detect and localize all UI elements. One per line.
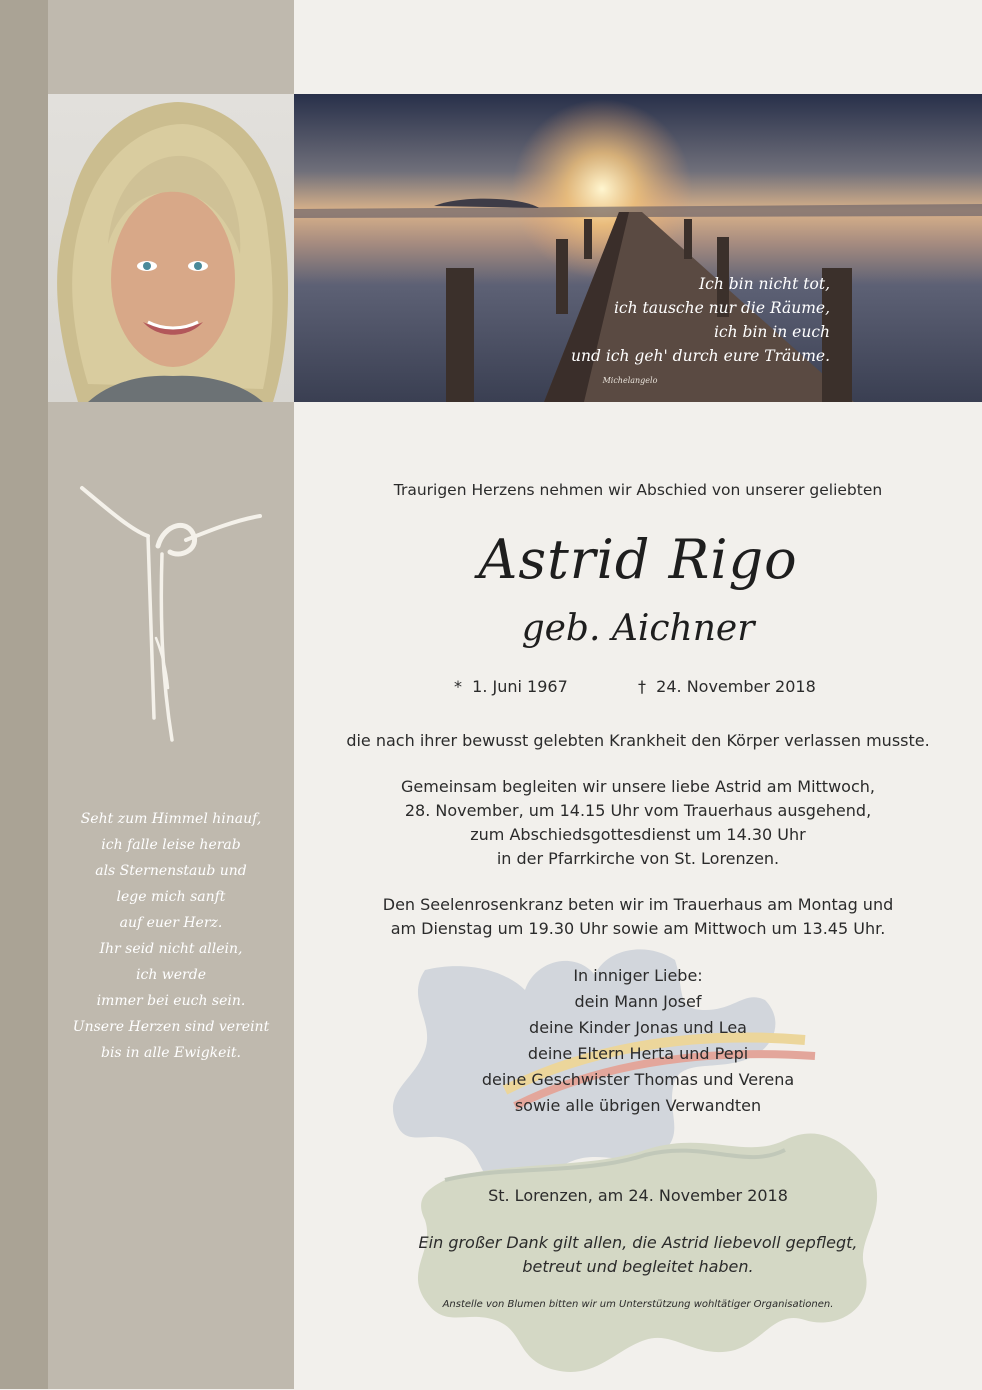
- mourner-line: deine Kinder Jonas und Lea: [529, 1018, 747, 1037]
- life-dates: [294, 677, 982, 699]
- mourners-list: [294, 963, 982, 1119]
- quote-author: Michelangelo: [602, 376, 658, 385]
- poem-line: bis in alle Ewigkeit.: [100, 1045, 242, 1061]
- poem-line: Seht zum Himmel hinauf,: [80, 811, 262, 827]
- rosary-text: [294, 893, 982, 941]
- text-line: Gemeinsam begleiten wir unsere liebe Astrid am Mittwoch,: [401, 777, 875, 796]
- portrait-photo: [48, 94, 294, 402]
- flowers-note: Anstelle von Blumen bitten wir um Unterstützung wohltätiger Organisationen.: [442, 1299, 834, 1310]
- poem-line: Ihr seid nicht allein,: [99, 941, 243, 957]
- quote-line: ich bin in euch: [713, 323, 830, 341]
- deceased-name: Astrid Rigo: [478, 528, 798, 591]
- poem-line: auf euer Herz.: [119, 915, 223, 931]
- text-line: zum Abschiedsgottesdienst um 14.30 Uhr: [470, 825, 806, 844]
- birth-date: * 1. Juni 1967: [454, 677, 568, 696]
- death-date: † 24. November 2018: [638, 677, 816, 696]
- mourner-line: In inniger Liebe:: [573, 966, 703, 985]
- text-line: Den Seelenrosenkranz beten wir im Trauerhaus am Montag und: [382, 895, 894, 914]
- poem-line: Unsere Herzen sind vereint: [72, 1019, 270, 1035]
- illness-text: [294, 729, 982, 753]
- poem-line: als Sternenstaub und: [95, 863, 247, 879]
- left-border-stripe: [0, 0, 48, 1389]
- text-line: die nach ihrer bewusst gelebten Krankheit den Körper verlassen musste.: [346, 731, 930, 750]
- maiden-name: geb. Aichner: [521, 608, 755, 649]
- text-line: am Dienstag um 19.30 Uhr sowie am Mittwoch um 13.45 Uhr.: [390, 919, 886, 938]
- crucifix-icon: [76, 478, 266, 748]
- text-line: St. Lorenzen, am 24. November 2018: [488, 1186, 788, 1205]
- text-line: Ein großer Dank gilt allen, die Astrid liebevoll gepflegt,: [418, 1233, 858, 1252]
- portrait-illustration: [48, 94, 294, 402]
- quote-line: ich tausche nur die Räume,: [613, 299, 830, 317]
- poem-line: ich falle leise herab: [101, 837, 241, 853]
- poem-line: ich werde: [136, 967, 206, 983]
- top-margin: [294, 0, 982, 94]
- quote: [470, 272, 830, 368]
- text-line: 28. November, um 14.15 Uhr vom Trauerhaus ausgehend,: [404, 801, 872, 820]
- poem: [48, 806, 294, 1066]
- place-date: [294, 1184, 982, 1208]
- quote-line: Ich bin nicht tot,: [699, 275, 830, 293]
- text-line: betreut und begleitet haben.: [522, 1257, 754, 1276]
- quote-line: und ich geh' durch eure Träume.: [571, 347, 830, 365]
- funeral-text: [294, 775, 982, 871]
- mourner-line: dein Mann Josef: [574, 992, 702, 1011]
- poem-line: immer bei euch sein.: [96, 993, 246, 1009]
- mourner-line: deine Geschwister Thomas und Verena: [481, 1070, 795, 1089]
- thanks-text: [294, 1231, 982, 1279]
- mourner-line: sowie alle übrigen Verwandten: [514, 1096, 762, 1115]
- poem-line: lege mich sanft: [116, 889, 226, 905]
- top-left-panel: [48, 0, 294, 94]
- mourner-line: deine Eltern Herta und Pepi: [527, 1044, 749, 1063]
- intro-text: Traurigen Herzens nehmen wir Abschied von unserer geliebten: [393, 481, 883, 499]
- text-line: in der Pfarrkirche von St. Lorenzen.: [496, 849, 780, 868]
